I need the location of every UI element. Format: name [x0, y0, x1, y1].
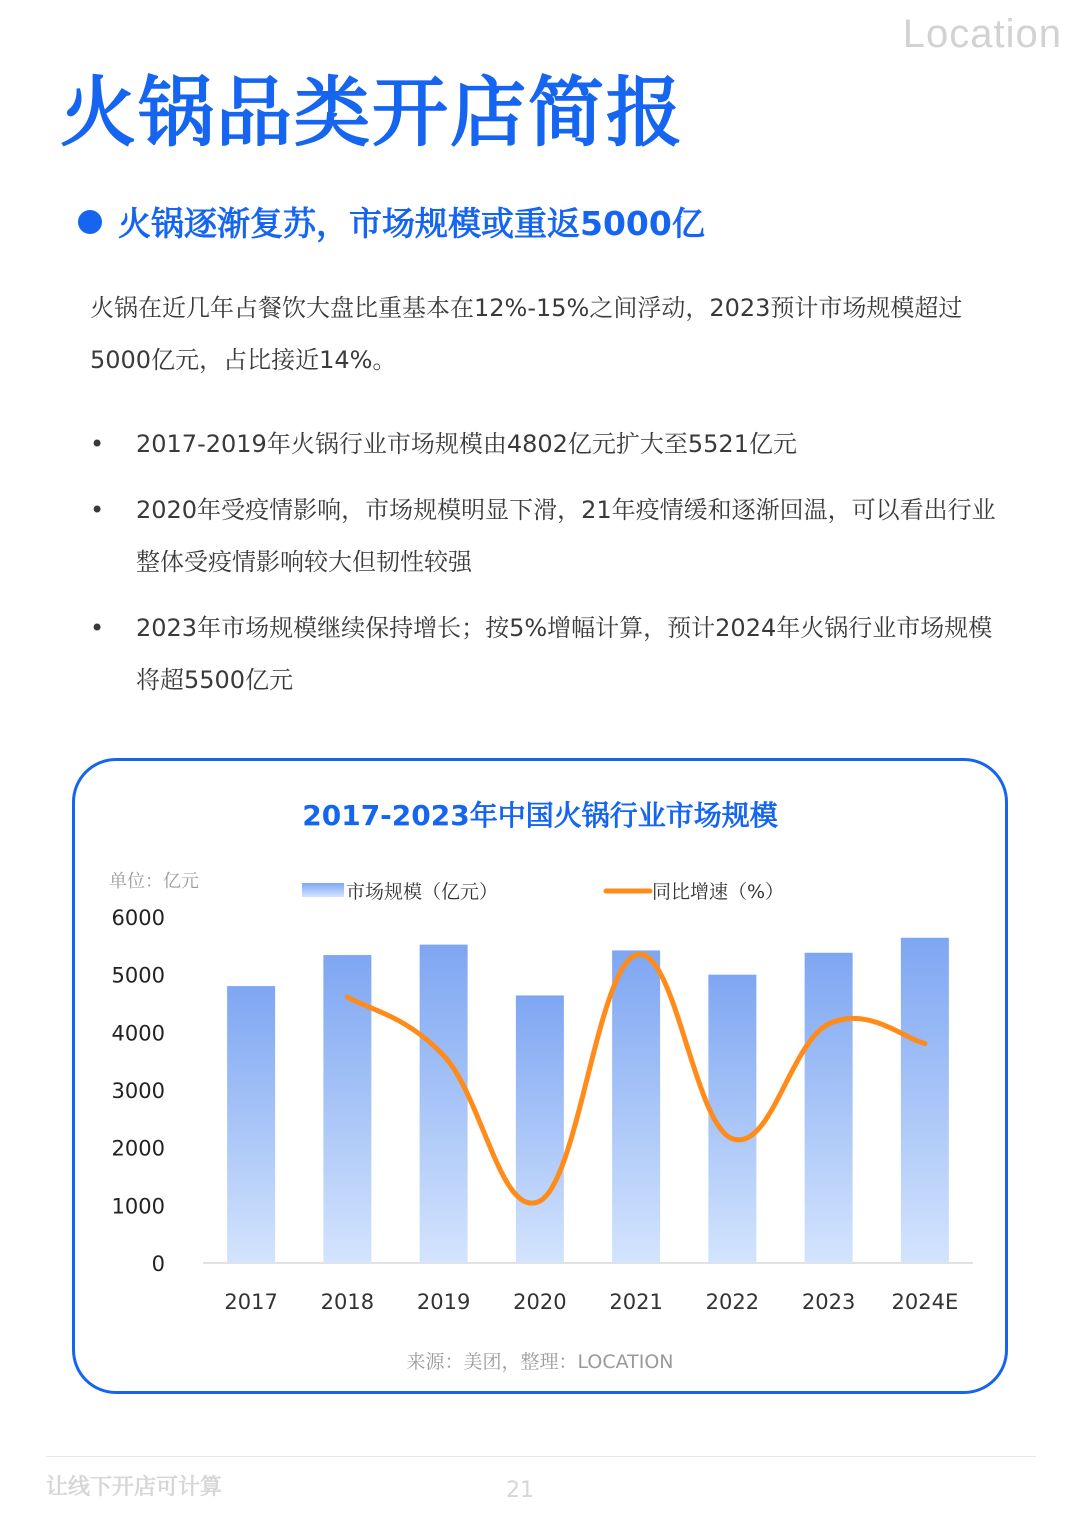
y-tick-label: 2000 — [111, 1136, 165, 1161]
bar-2021 — [612, 950, 660, 1263]
section-bullet-icon — [78, 210, 102, 234]
x-tick-label: 2020 — [513, 1290, 567, 1314]
bar-2017 — [227, 986, 275, 1263]
chart-title: 2017-2023年中国火锅行业市场规模 — [302, 799, 778, 832]
footer-divider — [46, 1456, 1036, 1457]
chart-legend — [302, 881, 784, 903]
x-tick-label: 2018 — [320, 1290, 375, 1314]
section-title: 火锅逐渐复苏，市场规模或重返5000亿 — [118, 204, 705, 243]
bullet-item — [90, 418, 1010, 470]
intro-paragraph: 火锅在近几年占餐饮大盘比重基本在12%-15%之间浮动，2023预计市场规模超过5000亿元，占比接近14%。 — [90, 294, 963, 374]
x-tick-label: 2019 — [416, 1290, 471, 1314]
chart-source: 来源：美团，整理：LOCATION — [406, 1351, 674, 1373]
bullet-dot-icon: • — [90, 614, 105, 642]
bullet-list — [90, 418, 1010, 720]
y-tick-label: 4000 — [111, 1021, 165, 1046]
x-tick-label: 2021 — [609, 1290, 663, 1314]
location-logo: Location — [902, 12, 1062, 56]
bullet-text: 2017-2019年火锅行业市场规模由4802亿元扩大至5521亿元 — [136, 430, 797, 458]
x-tick-label: 2017 — [224, 1290, 278, 1314]
bar-2024E — [901, 938, 949, 1263]
bar-series — [227, 938, 949, 1263]
x-axis — [224, 1290, 958, 1314]
x-tick-label: 2022 — [705, 1290, 760, 1314]
x-tick-label: 2024E — [891, 1290, 959, 1314]
bullet-item — [90, 484, 1010, 588]
y-tick-label: 6000 — [111, 906, 165, 930]
y-tick-label: 1000 — [111, 1194, 165, 1219]
bullet-text: 2020年受疫情影响，市场规模明显下滑，21年疫情缓和逐渐回温，可以看出行业整体受疫情影响较大但韧性较强 — [136, 496, 996, 576]
chart-unit-label: 单位：亿元 — [109, 871, 199, 892]
page-number: 21 — [506, 1478, 534, 1503]
legend-bar-label: 市场规模（亿元） — [346, 881, 499, 903]
bar-2018 — [323, 955, 371, 1263]
bullet-dot-icon: • — [90, 430, 105, 458]
y-tick-label: 0 — [151, 1252, 165, 1276]
bar-2019 — [420, 945, 468, 1263]
legend-line-label: 同比增速（%） — [652, 881, 785, 903]
bullet-text: 2023年市场规模继续保持增长；按5%增幅计算，预计2024年火锅行业市场规模将超5500亿元 — [136, 614, 993, 694]
y-tick-label: 3000 — [111, 1079, 165, 1103]
y-axis — [112, 906, 165, 1276]
market-size-chart — [75, 761, 1005, 1391]
y-tick-label: 5000 — [111, 963, 165, 988]
chart-card — [72, 758, 1008, 1394]
bullet-dot-icon: • — [90, 496, 105, 524]
page-title: 火锅品类开店简报 — [60, 68, 684, 157]
legend-bar-swatch — [302, 883, 344, 897]
footer-slogan: 让线下开店可计算 — [46, 1475, 223, 1500]
x-tick-label: 2023 — [801, 1290, 856, 1314]
bar-2023 — [805, 953, 853, 1263]
bullet-item — [90, 602, 1010, 706]
bar-2020 — [516, 995, 564, 1263]
